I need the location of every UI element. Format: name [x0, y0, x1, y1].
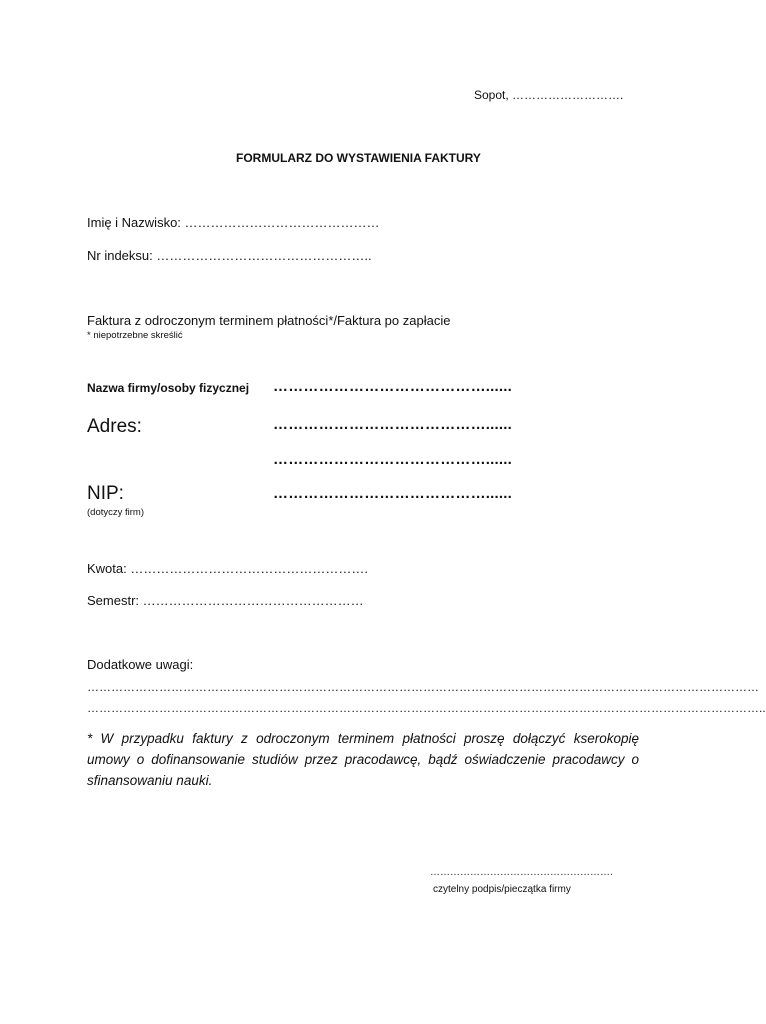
address-dots-2: ……………………………………......: [273, 451, 513, 468]
company-name-dots: ……………………………………......: [273, 378, 513, 395]
amount-field: Kwota: ……………………………………………….: [87, 561, 368, 576]
form-title: FORMULARZ DO WYSTAWIENIA FAKTURY: [236, 151, 481, 165]
signature-label: czytelny podpis/pieczątka firmy: [433, 884, 571, 895]
index-field: Nr indeksu: …………………………………………..: [87, 248, 372, 263]
remarks-label: Dodatkowe uwagi:: [87, 657, 194, 672]
name-field: Imię i Nazwisko: ………………………………………: [87, 215, 380, 230]
address-label: Adres:: [87, 416, 142, 437]
payment-note: * W przypadku faktury z odroczonym terminem płatności proszę dołączyć kserokopię umowy o dofinansowanie studiów przez pracodawcę, bądź oświadczenie pracodawcy o sfinansowaniu nauki.: [87, 731, 639, 788]
place-date: Sopot, ……………………….: [474, 88, 624, 102]
invoice-type: Faktura z odroczonym terminem płatności*/Faktura po zapłacie: [87, 313, 451, 328]
address-dots-1: ……………………………………......: [273, 416, 513, 433]
nip-label: NIP:: [87, 483, 124, 504]
nip-dots: ……………………………………......: [273, 485, 513, 502]
signature-dots: ……………………………………………….: [430, 867, 613, 878]
nip-note: (dotyczy firm): [87, 507, 144, 518]
invoice-type-footnote: * niepotrzebne skreślić: [87, 330, 183, 341]
remarks-line-1: ……………………………………………………………………………………………………………………………………………………: [87, 680, 759, 694]
remarks-line-2: ……………………………………………………………………………………………………………………………………………………..: [87, 701, 766, 715]
semester-field: Semestr: ……………………………………………: [87, 593, 364, 608]
company-name-label: Nazwa firmy/osoby fizycznej: [87, 381, 250, 395]
